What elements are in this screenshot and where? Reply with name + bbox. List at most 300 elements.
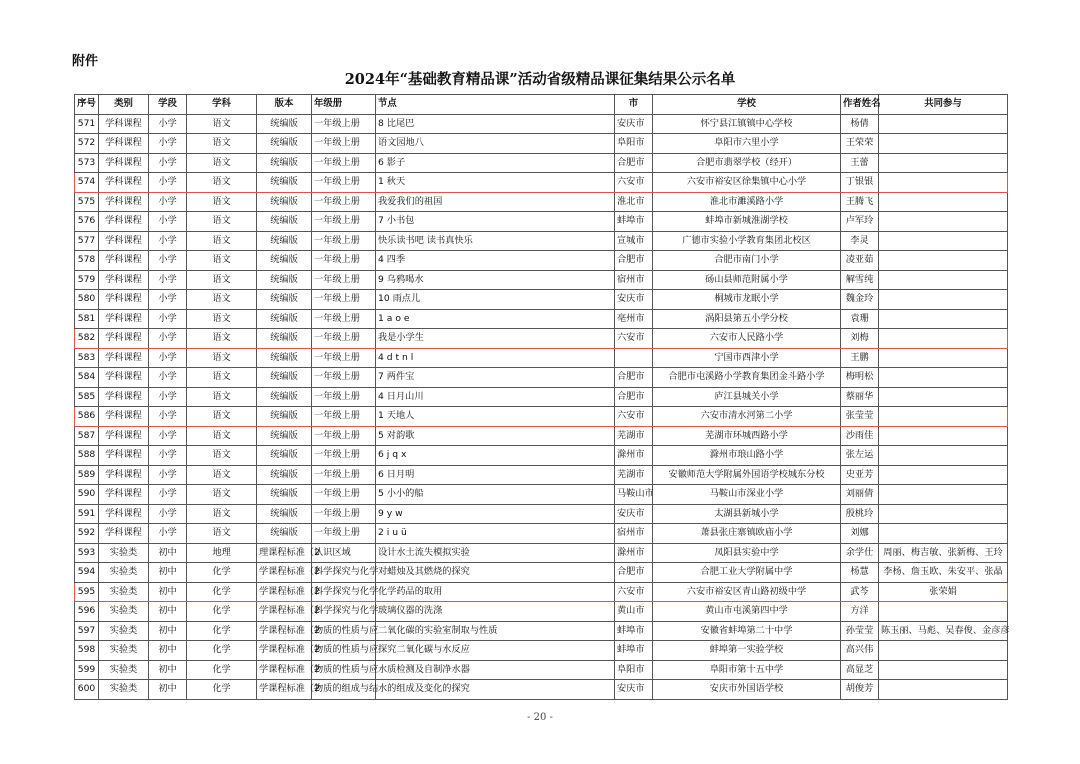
cell-grade: 一年级上册 [312,329,376,349]
cell-no: 597 [75,621,99,641]
cell-co [879,153,1008,173]
cell-ver: 统编版 [257,251,312,271]
cell-cat: 实验类 [99,602,149,622]
cell-cat: 学科课程 [99,329,149,349]
cell-co [879,348,1008,368]
cell-subj: 语文 [187,348,257,368]
cell-cat: 实验类 [99,660,149,680]
column-header: 版本 [257,95,312,115]
cell-author: 袁珊 [841,309,879,329]
cell-no: 574 [75,173,99,193]
table-row [75,329,1008,349]
table-row [75,309,1008,329]
table-row [75,192,1008,212]
cell-author: 孙莹莹 [841,621,879,641]
cell-subj: 语文 [187,114,257,134]
cell-subj: 化学 [187,660,257,680]
cell-no: 588 [75,446,99,466]
cell-city: 合肥市 [615,251,653,271]
cell-author: 刘梅 [841,329,879,349]
cell-city: 安庆市 [615,504,653,524]
cell-city: 安庆市 [615,680,653,700]
cell-co [879,524,1008,544]
cell-no: 589 [75,465,99,485]
table-body [75,114,1008,699]
cell-grade: 认识区域 [312,543,376,563]
cell-subj: 语文 [187,251,257,271]
cell-co [879,290,1008,310]
cell-cat: 学科课程 [99,114,149,134]
cell-grade: 一年级上册 [312,231,376,251]
cell-author: 沙雨佳 [841,426,879,446]
table-row [75,153,1008,173]
cell-author: 王鹏 [841,348,879,368]
cell-grade: 一年级上册 [312,446,376,466]
cell-grade: 科学探究与化学 [312,582,376,602]
cell-subj: 语文 [187,387,257,407]
cell-stage: 小学 [149,251,187,271]
cell-author: 梅明松 [841,368,879,388]
cell-co [879,212,1008,232]
cell-subj: 语文 [187,231,257,251]
cell-school: 安庆市外国语学校 [653,680,841,700]
cell-no: 590 [75,485,99,505]
table-row [75,563,1008,583]
cell-ver: 统编版 [257,231,312,251]
cell-author: 王荣荣 [841,134,879,154]
cell-no: 594 [75,563,99,583]
cell-grade: 一年级上册 [312,251,376,271]
cell-subj: 化学 [187,680,257,700]
cell-cat: 学科课程 [99,465,149,485]
column-header: 学校 [653,95,841,115]
document-title: 2024年“基础教育精品课”活动省级精品课征集结果公示名单 [344,71,736,88]
cell-school: 芜湖市环城西路小学 [653,426,841,446]
cell-ver: 学课程标准（2 [257,641,312,661]
cell-grade: 一年级上册 [312,192,376,212]
cell-stage: 初中 [149,543,187,563]
cell-subj: 化学 [187,641,257,661]
cell-cat: 实验类 [99,563,149,583]
cell-subj: 语文 [187,309,257,329]
cell-ver: 统编版 [257,212,312,232]
cell-author: 高兴伟 [841,641,879,661]
column-header: 年级册 [312,95,376,115]
results-table [74,94,1008,700]
cell-co [879,407,1008,427]
cell-grade: 物质的组成与结 [312,680,376,700]
table-row [75,368,1008,388]
table-row [75,621,1008,641]
cell-school: 蚌埠第一实验学校 [653,641,841,661]
cell-subj: 语文 [187,368,257,388]
cell-ver: 统编版 [257,309,312,329]
cell-ver: 统编版 [257,173,312,193]
cell-cat: 学科课程 [99,348,149,368]
page-number: - 20 - [527,712,553,723]
cell-school: 凤阳县实验中学 [653,543,841,563]
cell-cat: 学科课程 [99,446,149,466]
cell-no: 575 [75,192,99,212]
cell-co [879,660,1008,680]
cell-school: 合肥工业大学附属中学 [653,563,841,583]
cell-no: 573 [75,153,99,173]
table-row [75,114,1008,134]
cell-ver: 统编版 [257,485,312,505]
cell-no: 579 [75,270,99,290]
cell-co [879,680,1008,700]
table-row [75,270,1008,290]
cell-ver: 统编版 [257,114,312,134]
cell-cat: 学科课程 [99,485,149,505]
table-row [75,251,1008,271]
cell-city: 安庆市 [615,114,653,134]
cell-author: 丁银银 [841,173,879,193]
cell-co [879,192,1008,212]
cell-node: 1 天地人 [376,407,615,427]
cell-city: 马鞍山市 [615,485,653,505]
column-header: 序号 [75,95,99,115]
table-row [75,543,1008,563]
cell-stage: 初中 [149,660,187,680]
cell-cat: 实验类 [99,543,149,563]
cell-co: 李杨、詹玉欧、朱安平、张晶 [879,563,1008,583]
cell-subj: 语文 [187,465,257,485]
cell-grade: 一年级上册 [312,524,376,544]
cell-subj: 语文 [187,290,257,310]
cell-node: 7 两件宝 [376,368,615,388]
cell-author: 杨慧 [841,563,879,583]
cell-ver: 统编版 [257,290,312,310]
cell-city [615,348,653,368]
cell-node: 我爱我们的祖国 [376,192,615,212]
cell-node: 语文园地八 [376,134,615,154]
cell-stage: 小学 [149,309,187,329]
cell-school: 滁州市琅山路小学 [653,446,841,466]
cell-grade: 科学探究与化学 [312,602,376,622]
cell-grade: 物质的性质与应 [312,621,376,641]
cell-ver: 学课程标准（2 [257,563,312,583]
table-row [75,504,1008,524]
cell-city: 阜阳市 [615,134,653,154]
cell-co [879,251,1008,271]
cell-school: 合肥市屯溪路小学教育集团金斗路小学 [653,368,841,388]
cell-author: 王蕾 [841,153,879,173]
cell-author: 张左运 [841,446,879,466]
cell-co [879,329,1008,349]
cell-grade: 一年级上册 [312,407,376,427]
cell-co [879,465,1008,485]
cell-co: 周丽、梅吉敏、张新梅、王玲 [879,543,1008,563]
cell-school: 合肥市翡翠学校（经开） [653,153,841,173]
cell-grade: 一年级上册 [312,348,376,368]
table-row [75,290,1008,310]
cell-no: 599 [75,660,99,680]
cell-city: 安庆市 [615,290,653,310]
cell-author: 方洋 [841,602,879,622]
cell-node: 探究二氧化碳与水反应 [376,641,615,661]
cell-author: 杨倩 [841,114,879,134]
cell-no: 578 [75,251,99,271]
cell-city: 蚌埠市 [615,621,653,641]
cell-cat: 学科课程 [99,231,149,251]
cell-node: 水的组成及变化的探究 [376,680,615,700]
cell-no: 572 [75,134,99,154]
cell-no: 598 [75,641,99,661]
cell-ver: 统编版 [257,446,312,466]
table-row [75,407,1008,427]
cell-city: 芜湖市 [615,465,653,485]
table-row [75,641,1008,661]
cell-cat: 学科课程 [99,290,149,310]
cell-cat: 学科课程 [99,309,149,329]
cell-cat: 学科课程 [99,134,149,154]
cell-school: 广德市实验小学教育集团北校区 [653,231,841,251]
cell-school: 桐城市龙眠小学 [653,290,841,310]
cell-node: 对蜡烛及其燃烧的探究 [376,563,615,583]
cell-grade: 一年级上册 [312,504,376,524]
cell-co [879,368,1008,388]
cell-subj: 语文 [187,329,257,349]
cell-no: 591 [75,504,99,524]
table-row [75,231,1008,251]
cell-city: 六安市 [615,173,653,193]
cell-subj: 化学 [187,602,257,622]
cell-author: 史亚芳 [841,465,879,485]
table-row [75,582,1008,602]
cell-grade: 一年级上册 [312,485,376,505]
cell-school: 马鞍山市深业小学 [653,485,841,505]
cell-subj: 语文 [187,426,257,446]
table-row [75,660,1008,680]
cell-school: 黄山市屯溪第四中学 [653,602,841,622]
cell-ver: 统编版 [257,329,312,349]
cell-node: 9 y w [376,504,615,524]
cell-cat: 学科课程 [99,192,149,212]
cell-author: 解雪纯 [841,270,879,290]
cell-no: 595 [75,582,99,602]
cell-co [879,602,1008,622]
cell-grade: 一年级上册 [312,270,376,290]
cell-cat: 学科课程 [99,173,149,193]
column-header: 学段 [149,95,187,115]
cell-stage: 小学 [149,348,187,368]
cell-node: 二氧化碳的实验室制取与性质 [376,621,615,641]
column-header: 市 [615,95,653,115]
cell-grade: 一年级上册 [312,114,376,134]
cell-city: 阜阳市 [615,660,653,680]
cell-author: 张莹莹 [841,407,879,427]
cell-no: 576 [75,212,99,232]
cell-author: 余学仕 [841,543,879,563]
table-row [75,426,1008,446]
cell-ver: 学课程标准（2 [257,602,312,622]
cell-grade: 一年级上册 [312,290,376,310]
cell-stage: 小学 [149,465,187,485]
cell-subj: 化学 [187,621,257,641]
cell-city: 六安市 [615,407,653,427]
table-row [75,134,1008,154]
cell-no: 587 [75,426,99,446]
cell-grade: 一年级上册 [312,153,376,173]
cell-stage: 初中 [149,582,187,602]
cell-stage: 小学 [149,114,187,134]
cell-grade: 物质的性质与应 [312,641,376,661]
cell-co: 陈玉丽、马彪、吴春俊、金彦彦 [879,621,1008,641]
cell-ver: 学课程标准（2 [257,680,312,700]
cell-stage: 小学 [149,504,187,524]
cell-subj: 语文 [187,173,257,193]
cell-cat: 学科课程 [99,504,149,524]
cell-no: 582 [75,329,99,349]
cell-school: 涡阳县第五小学分校 [653,309,841,329]
cell-grade: 物质的性质与应 [312,660,376,680]
cell-city: 黄山市 [615,602,653,622]
table-row [75,348,1008,368]
table-row [75,485,1008,505]
cell-node: 4 四季 [376,251,615,271]
cell-stage: 小学 [149,270,187,290]
cell-grade: 一年级上册 [312,368,376,388]
cell-author: 殷桃玲 [841,504,879,524]
cell-grade: 一年级上册 [312,465,376,485]
cell-cat: 学科课程 [99,270,149,290]
cell-stage: 小学 [149,290,187,310]
cell-node: 6 j q x [376,446,615,466]
table-row [75,446,1008,466]
cell-co [879,231,1008,251]
cell-school: 安徽师范大学附属外国语学校城东分校 [653,465,841,485]
column-header: 节点 [376,95,615,115]
cell-grade: 一年级上册 [312,212,376,232]
cell-ver: 统编版 [257,270,312,290]
cell-ver: 统编版 [257,134,312,154]
cell-author: 刘娜 [841,524,879,544]
cell-cat: 学科课程 [99,368,149,388]
cell-city: 六安市 [615,329,653,349]
table-row [75,524,1008,544]
cell-co [879,446,1008,466]
cell-grade: 一年级上册 [312,426,376,446]
column-header: 作者姓名 [841,95,879,115]
cell-subj: 语文 [187,485,257,505]
cell-no: 586 [75,407,99,427]
cell-subj: 语文 [187,524,257,544]
cell-ver: 统编版 [257,426,312,446]
cell-stage: 小学 [149,446,187,466]
cell-ver: 统编版 [257,465,312,485]
cell-school: 阜阳市六里小学 [653,134,841,154]
cell-subj: 语文 [187,212,257,232]
cell-stage: 小学 [149,407,187,427]
attachment-label: 附件 [72,54,99,69]
cell-stage: 小学 [149,153,187,173]
column-header: 学科 [187,95,257,115]
cell-city: 蚌埠市 [615,641,653,661]
cell-stage: 小学 [149,368,187,388]
cell-no: 593 [75,543,99,563]
cell-subj: 语文 [187,270,257,290]
cell-co [879,134,1008,154]
cell-cat: 学科课程 [99,407,149,427]
cell-city: 滁州市 [615,446,653,466]
table-row [75,212,1008,232]
cell-city: 滁州市 [615,543,653,563]
cell-cat: 学科课程 [99,251,149,271]
cell-school: 庐江县城关小学 [653,387,841,407]
cell-ver: 统编版 [257,387,312,407]
cell-city: 淮北市 [615,192,653,212]
cell-no: 581 [75,309,99,329]
cell-ver: 学课程标准（2 [257,582,312,602]
cell-school: 六安市清水河第二小学 [653,407,841,427]
cell-grade: 一年级上册 [312,309,376,329]
cell-node: 5 小小的船 [376,485,615,505]
cell-school: 阜阳市第十五中学 [653,660,841,680]
cell-school: 蚌埠市新城淮湖学校 [653,212,841,232]
cell-subj: 地理 [187,543,257,563]
cell-subj: 化学 [187,563,257,583]
cell-cat: 实验类 [99,680,149,700]
cell-node: 5 对韵歌 [376,426,615,446]
cell-cat: 学科课程 [99,212,149,232]
cell-stage: 小学 [149,485,187,505]
cell-ver: 统编版 [257,153,312,173]
cell-subj: 语文 [187,134,257,154]
cell-school: 宁国市西津小学 [653,348,841,368]
table-row [75,465,1008,485]
cell-grade: 科学探究与化学 [312,563,376,583]
cell-city: 芜湖市 [615,426,653,446]
cell-city: 亳州市 [615,309,653,329]
cell-subj: 语文 [187,192,257,212]
cell-node: 2 i u ü [376,524,615,544]
cell-node: 玻璃仪器的洗涤 [376,602,615,622]
cell-school: 淮北市濉溪路小学 [653,192,841,212]
cell-node: 10 雨点儿 [376,290,615,310]
cell-stage: 初中 [149,621,187,641]
cell-co [879,485,1008,505]
cell-stage: 小学 [149,173,187,193]
cell-grade: 一年级上册 [312,173,376,193]
cell-stage: 初中 [149,641,187,661]
cell-co [879,504,1008,524]
cell-grade: 一年级上册 [312,134,376,154]
cell-node: 4 日月山川 [376,387,615,407]
cell-node: 7 小书包 [376,212,615,232]
cell-no: 577 [75,231,99,251]
cell-ver: 学课程标准（2 [257,621,312,641]
cell-ver: 统编版 [257,368,312,388]
cell-stage: 初中 [149,680,187,700]
cell-school: 萧县张庄寨镇欧庙小学 [653,524,841,544]
cell-ver: 统编版 [257,192,312,212]
cell-node: 我是小学生 [376,329,615,349]
cell-node: 化学药品的取用 [376,582,615,602]
cell-school: 怀宁县江镇镇中心学校 [653,114,841,134]
cell-city: 宿州市 [615,270,653,290]
cell-no: 596 [75,602,99,622]
cell-no: 580 [75,290,99,310]
cell-no: 600 [75,680,99,700]
cell-ver: 理课程标准（2 [257,543,312,563]
cell-city: 宣城市 [615,231,653,251]
cell-node: 1 秋天 [376,173,615,193]
cell-co [879,114,1008,134]
cell-author: 高显芝 [841,660,879,680]
cell-stage: 小学 [149,329,187,349]
cell-cat: 实验类 [99,641,149,661]
